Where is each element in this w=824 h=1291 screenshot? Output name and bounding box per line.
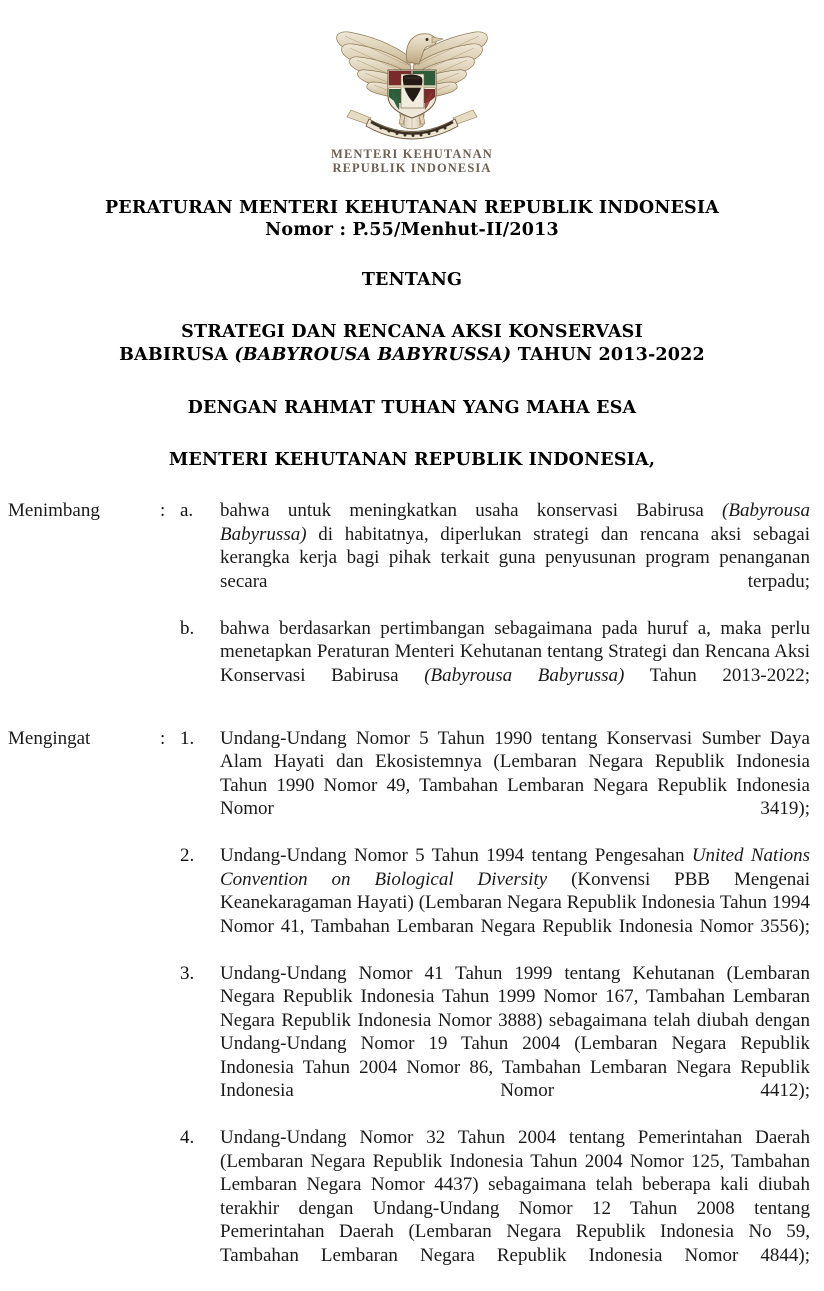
clause-group-menimbang: [8, 499, 810, 711]
list-item: [180, 617, 810, 711]
clause-colon-mengingat: :: [160, 727, 166, 749]
regulation-subject-line2: [0, 344, 824, 367]
clause-label-mengingat: Mengingat: [8, 727, 91, 749]
item-text-post: (Konvensi PBB Mengenai Keanekaragaman Hayati) (Lembaran Negara Republik Indonesia Tahun 1994 Nomor 41, Tambahan Lembaran Negara Republik Indonesia Nomor 3556);: [220, 868, 810, 937]
clauses-section: [0, 499, 824, 1291]
list-item: [180, 1126, 810, 1291]
letterhead-caption-line1: MENTERI KEHUTANAN: [331, 147, 493, 161]
item-text-pre: Undang-Undang Nomor 5 Tahun 1994 tentang Pengesahan: [220, 845, 692, 866]
letterhead-caption-line2: REPUBLIK INDONESIA: [332, 160, 492, 175]
item-text: [220, 617, 810, 711]
item-marker: b.: [180, 617, 195, 639]
regulation-title: PERATURAN MENTERI KEHUTANAN REPUBLIK INDONESIA: [104, 198, 720, 218]
item-text-pre: bahwa berdasarkan pertimbangan sebagaimana pada huruf a, maka perlu menetapkan Peraturan Menteri Kehutanan tentang Strategi dan Rencana Aksi Konservasi Babirusa: [220, 617, 810, 686]
letterhead: [0, 0, 824, 175]
regulation-subject: [0, 321, 824, 367]
item-text-pre: Undang-Undang Nomor 41 Tahun 1999 tentang Kehutanan (Lembaran Negara Republik Indonesia Tahun 1999 Nomor 167, Tambahan Lembaran Negara Republik Indonesia Nomor 3888) sebagaimana telah diubah dengan Undang-Undang Nomor 19 Tahun 2004 (Lembaran Negara Republik Indonesia Tahun 2004 Nomor 86, Tambahan Lembaran Negara Republik Indonesia Nomor 4412);: [220, 962, 810, 1101]
item-marker: 3.: [180, 962, 195, 984]
item-marker: 2.: [180, 845, 195, 866]
item-text: [220, 1126, 810, 1291]
item-text-pre: bahwa untuk meningkatkan usaha konservasi Babirusa: [220, 500, 723, 521]
item-text: [220, 962, 810, 1127]
clause-label-menimbang: Menimbang: [8, 500, 100, 521]
list-item: [180, 844, 810, 962]
subject-species-latin: (BABYROUSA BABYRUSSA): [234, 345, 512, 365]
letterhead-caption: [0, 148, 824, 175]
item-text-pre: Undang-Undang Nomor 32 Tahun 2004 tentang Pemerintahan Daerah (Lembaran Negara Republik Indonesia Tahun 2004 Nomor 125, Tambahan Lembaran Negara Nomor 4437) sebagaimana telah beberapa kali diubah terakhir dengan Undang-Undang Nomor 12 Tahun 2008 tentang Pemerintahan Daerah (Lembaran Negara Republik Indonesia No 59, Tambahan Lembaran Negara Republik Indonesia Nomor 4844);: [220, 1127, 810, 1266]
item-marker: a.: [180, 500, 194, 521]
item-text-italic: (Babyrousa Babyrussa): [424, 664, 625, 686]
item-text: [220, 844, 810, 962]
item-text-italic: (Babyrousa Babyrussa): [220, 500, 810, 545]
item-text-post: di habitatnya, diperlukan strategi dan rencana aksi sebagai kerangka kerja bagi pihak terkait guna penyusunan program penanganan secara terpadu;: [220, 523, 810, 592]
garuda-pancasila-emblem: [319, 18, 505, 144]
clause-items-menimbang: [180, 499, 810, 711]
item-text-italic: United Nations Convention on Biological Diversity: [220, 845, 811, 890]
subject-species-pre: BABIRUSA: [119, 345, 235, 365]
clause-colon-menimbang: :: [160, 500, 166, 521]
item-text-pre: Undang-Undang Nomor 5 Tahun 1990 tentang Konservasi Sumber Daya Alam Hayati dan Ekosistemnya (Lembaran Negara Republik Indonesia Tahun 1990 Nomor 49, Tambahan Lembaran Negara Republik Indonesia Nomor 3419);: [220, 727, 810, 819]
tentang-heading: TENTANG: [361, 270, 463, 290]
list-item: [180, 727, 810, 845]
list-item: [180, 962, 810, 1127]
menteri-heading: MENTERI KEHUTANAN REPUBLIK INDONESIA,: [168, 450, 656, 470]
document-title-block: [0, 197, 824, 471]
regulation-number: Nomor : P.55/Menhut-II/2013: [265, 220, 559, 240]
rahmat-heading: DENGAN RAHMAT TUHAN YANG MAHA ESA: [187, 398, 637, 418]
item-text-post: Tahun 2013-2022;: [624, 664, 810, 686]
item-marker: 1.: [180, 727, 195, 749]
item-marker: 4.: [180, 1127, 195, 1148]
clause-group-mengingat: [8, 727, 810, 1291]
list-item: [180, 499, 810, 617]
item-text: [220, 727, 810, 845]
regulation-subject-line1: STRATEGI DAN RENCANA AKSI KONSERVASI: [181, 322, 643, 342]
clause-items-mengingat: [180, 727, 810, 1291]
subject-species-post: TAHUN 2013-2022: [511, 345, 705, 365]
item-text: [220, 499, 810, 617]
